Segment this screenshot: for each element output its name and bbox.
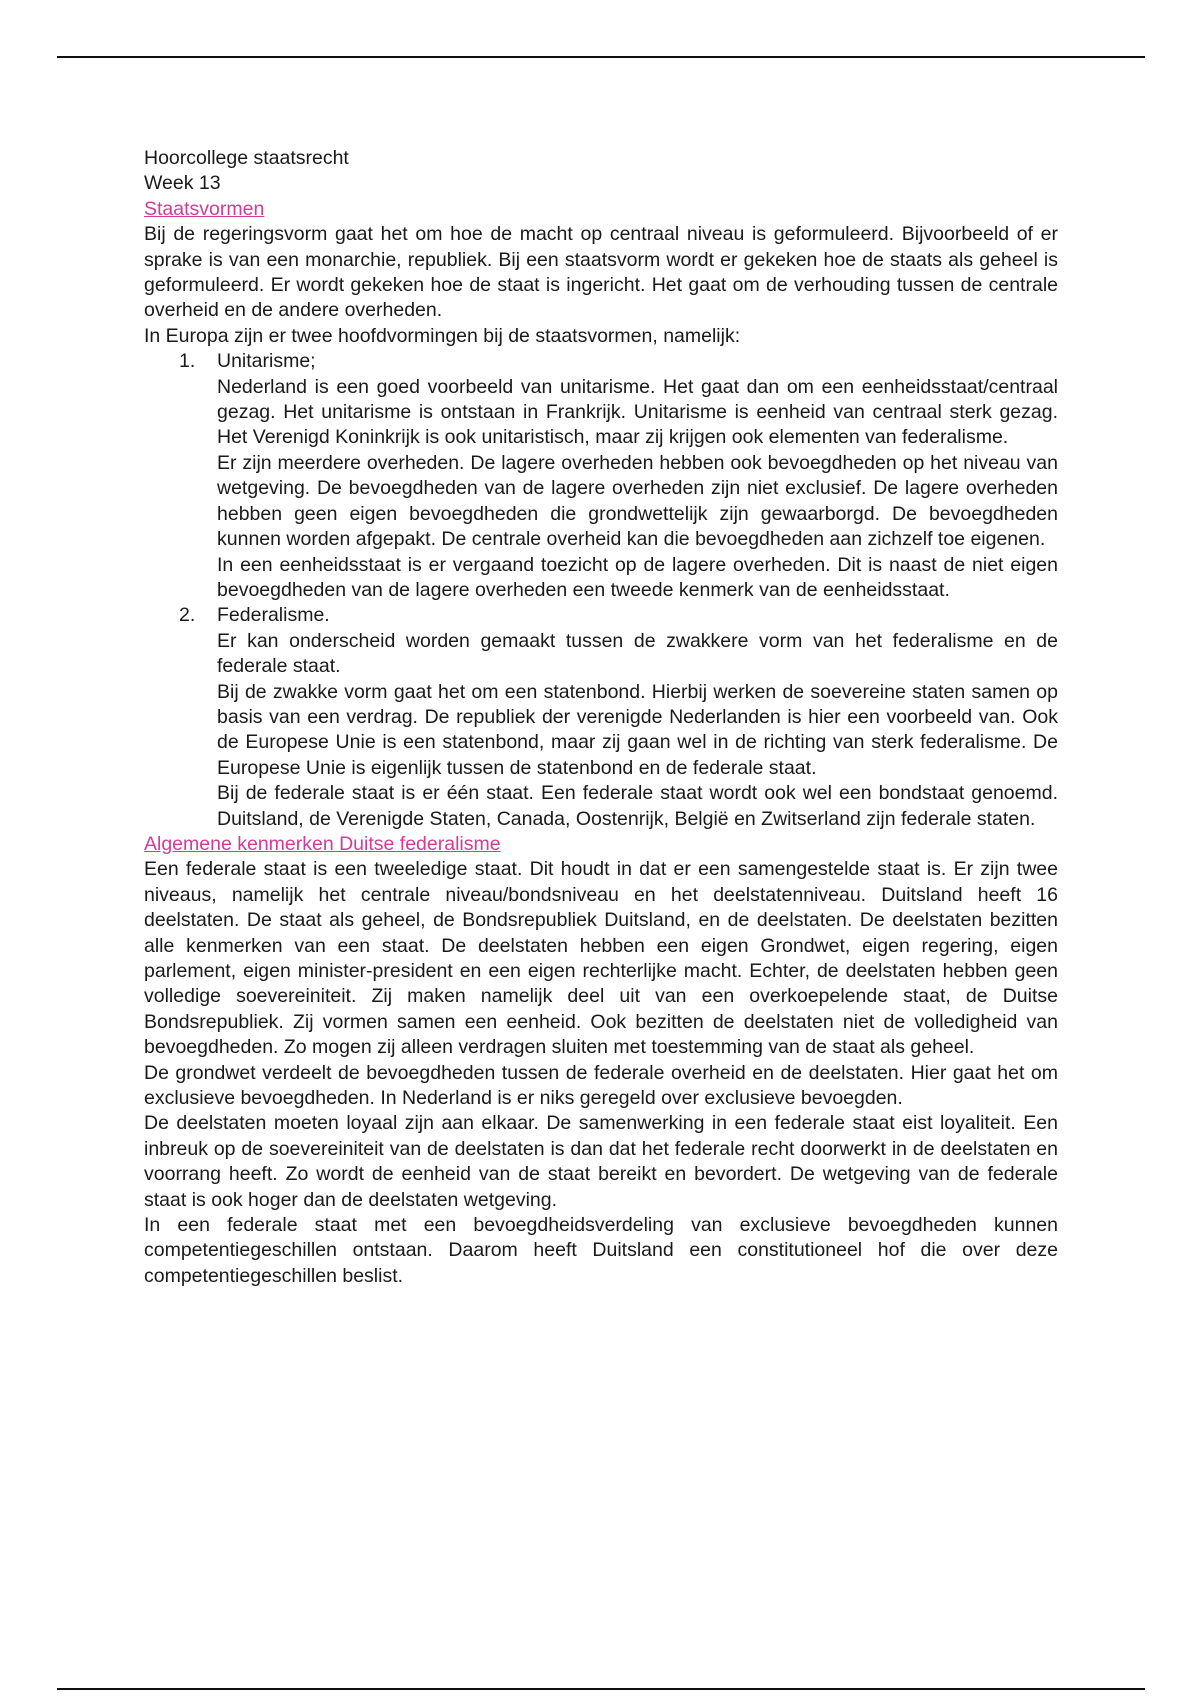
footer-rule (57, 1688, 1145, 1690)
list-item-paragraph: In een eenheidsstaat is er vergaand toezicht op de lagere overheden. Dit is naast de niet eigen bevoegdheden van de lagere overheden een tweede kenmerk van de eenheidsstaat. (217, 553, 1058, 601)
list-item-paragraph: Bij de zwakke vorm gaat het om een statenbond. Hierbij werken de soevereine staten samen op basis van een verdrag. De republiek der verenigde Nederlanden is hier een voorbeeld van. Ook de Europese Unie is een statenbond, maar zij gaan wel in de richting van sterk federalisme. De Europese Unie is eigenlijk tussen de statenbond en de federale staat. (217, 680, 1058, 779)
course-title: Hoorcollege staatsrecht (144, 147, 349, 169)
header-rule (57, 56, 1145, 58)
list-item-title: Unitarisme; (217, 350, 316, 373)
staatsvormen-list (144, 349, 1058, 832)
week-label: Week 13 (144, 172, 221, 195)
list-item-paragraph: Bij de federale staat is er één staat. Een federale staat wordt ook wel een bondstaat genoemd. Duitsland, de Verenigde Staten, Canada, Oostenrijk, België en Zwitserland zijn federale staten. (217, 782, 1058, 830)
body-paragraph: In een federale staat met een bevoegdheidsverdeling van exclusieve bevoegdheden kunnen competentiegeschillen ontstaan. Daarom heeft Duitsland een constitutioneel hof die over deze competentiegeschillen beslist. (144, 1214, 1058, 1287)
list-number: 2. (179, 604, 196, 627)
list-item-federalisme (144, 603, 1058, 832)
section-heading-staatsvormen: Staatsvormen (144, 197, 265, 220)
body-paragraph: De grondwet verdeelt de bevoegdheden tussen de federale overheid en de deelstaten. Hier gaat het om exclusieve bevoegdheden. In Nederland is er niks geregeld over exclusieve bevoegden. (144, 1061, 1058, 1110)
list-item-paragraph: Er zijn meerdere overheden. De lagere overheden hebben ook bevoegdheden op het niveau van wetgeving. De bevoegdheden van de lagere overheden zijn niet exclusief. De lagere overheden hebben geen eigen bevoegdheden die grondwettelijk zijn gewaarborgd. De bevoegdheden kunnen worden afgepakt. De centrale overheid kan die bevoegdheden aan zichzelf toe eigenen. (217, 451, 1058, 551)
document-body (144, 146, 1058, 1289)
list-item-paragraph: Nederland is een goed voorbeeld van unitarisme. Het gaat dan om een eenheidsstaat/centraal gezag. Het unitarisme is ontstaan in Frankrijk. Unitarisme is eenheid van centraal sterk gezag. Het Verenigd Koninkrijk is ook unitaristisch, maar zij krijgen ook elementen van federalisme. (217, 375, 1058, 449)
list-item-paragraph: Er kan onderscheid worden gemaakt tussen de zwakkere vorm van het federalisme en de federale staat. (217, 629, 1058, 678)
intro-paragraph: Bij de regeringsvorm gaat het om hoe de macht op centraal niveau is geformuleerd. Bijvoorbeeld of er sprake is van een monarchie, republiek. Bij een staatsvorm wordt er gekeken hoe de staats als geheel is geformuleerd. Er wordt gekeken hoe de staat is ingericht. Het gaat om de verhouding tussen de centrale overheid en de andere overheden. (144, 223, 1058, 322)
list-number: 1. (179, 350, 196, 373)
list-item-title: Federalisme. (217, 604, 330, 627)
body-paragraph: Een federale staat is een tweeledige staat. Dit houdt in dat er een samengestelde staat is. Er zijn twee niveaus, namelijk het centrale niveau/bondsniveau en het deelstatenniveau. Duitsland heeft 16 deelstaten. De staat als geheel, de Bondsrepubliek Duitsland, en de deelstaten. De deelstaten bezitten alle kenmerken van een staat. De deelstaten hebben een eigen Grondwet, eigen regering, eigen parlement, eigen minister-president en een eigen rechterlijke macht. Echter, de deelstaten hebben geen volledige soevereiniteit. Zij maken namelijk deel uit van een overkoepelende staat, de Duitse Bondsrepubliek. Zij vormen samen een eenheid. Ook bezitten de deelstaten niet de volledigheid van bevoegdheden. Zo mogen zij alleen verdragen sluiten met toestemming van de staat als geheel. (144, 858, 1058, 1059)
body-paragraph: De deelstaten moeten loyaal zijn aan elkaar. De samenwerking in een federale staat eist loyaliteit. Een inbreuk op de soevereiniteit van de deelstaten is dan dat het federale recht doorwerkt in de deelstaten en voorrang heeft. Zo wordt de eenheid van de staat bereikt en bevordert. De wetgeving van de federale staat is ook hoger dan de deelstaten wetgeving. (144, 1112, 1058, 1211)
lead-paragraph: In Europa zijn er twee hoofdvormingen bij de staatsvormen, namelijk: (144, 324, 741, 347)
section-heading-duitse-federalisme: Algemene kenmerken Duitse federalisme (144, 832, 501, 855)
list-item-unitarisme (144, 349, 1058, 603)
